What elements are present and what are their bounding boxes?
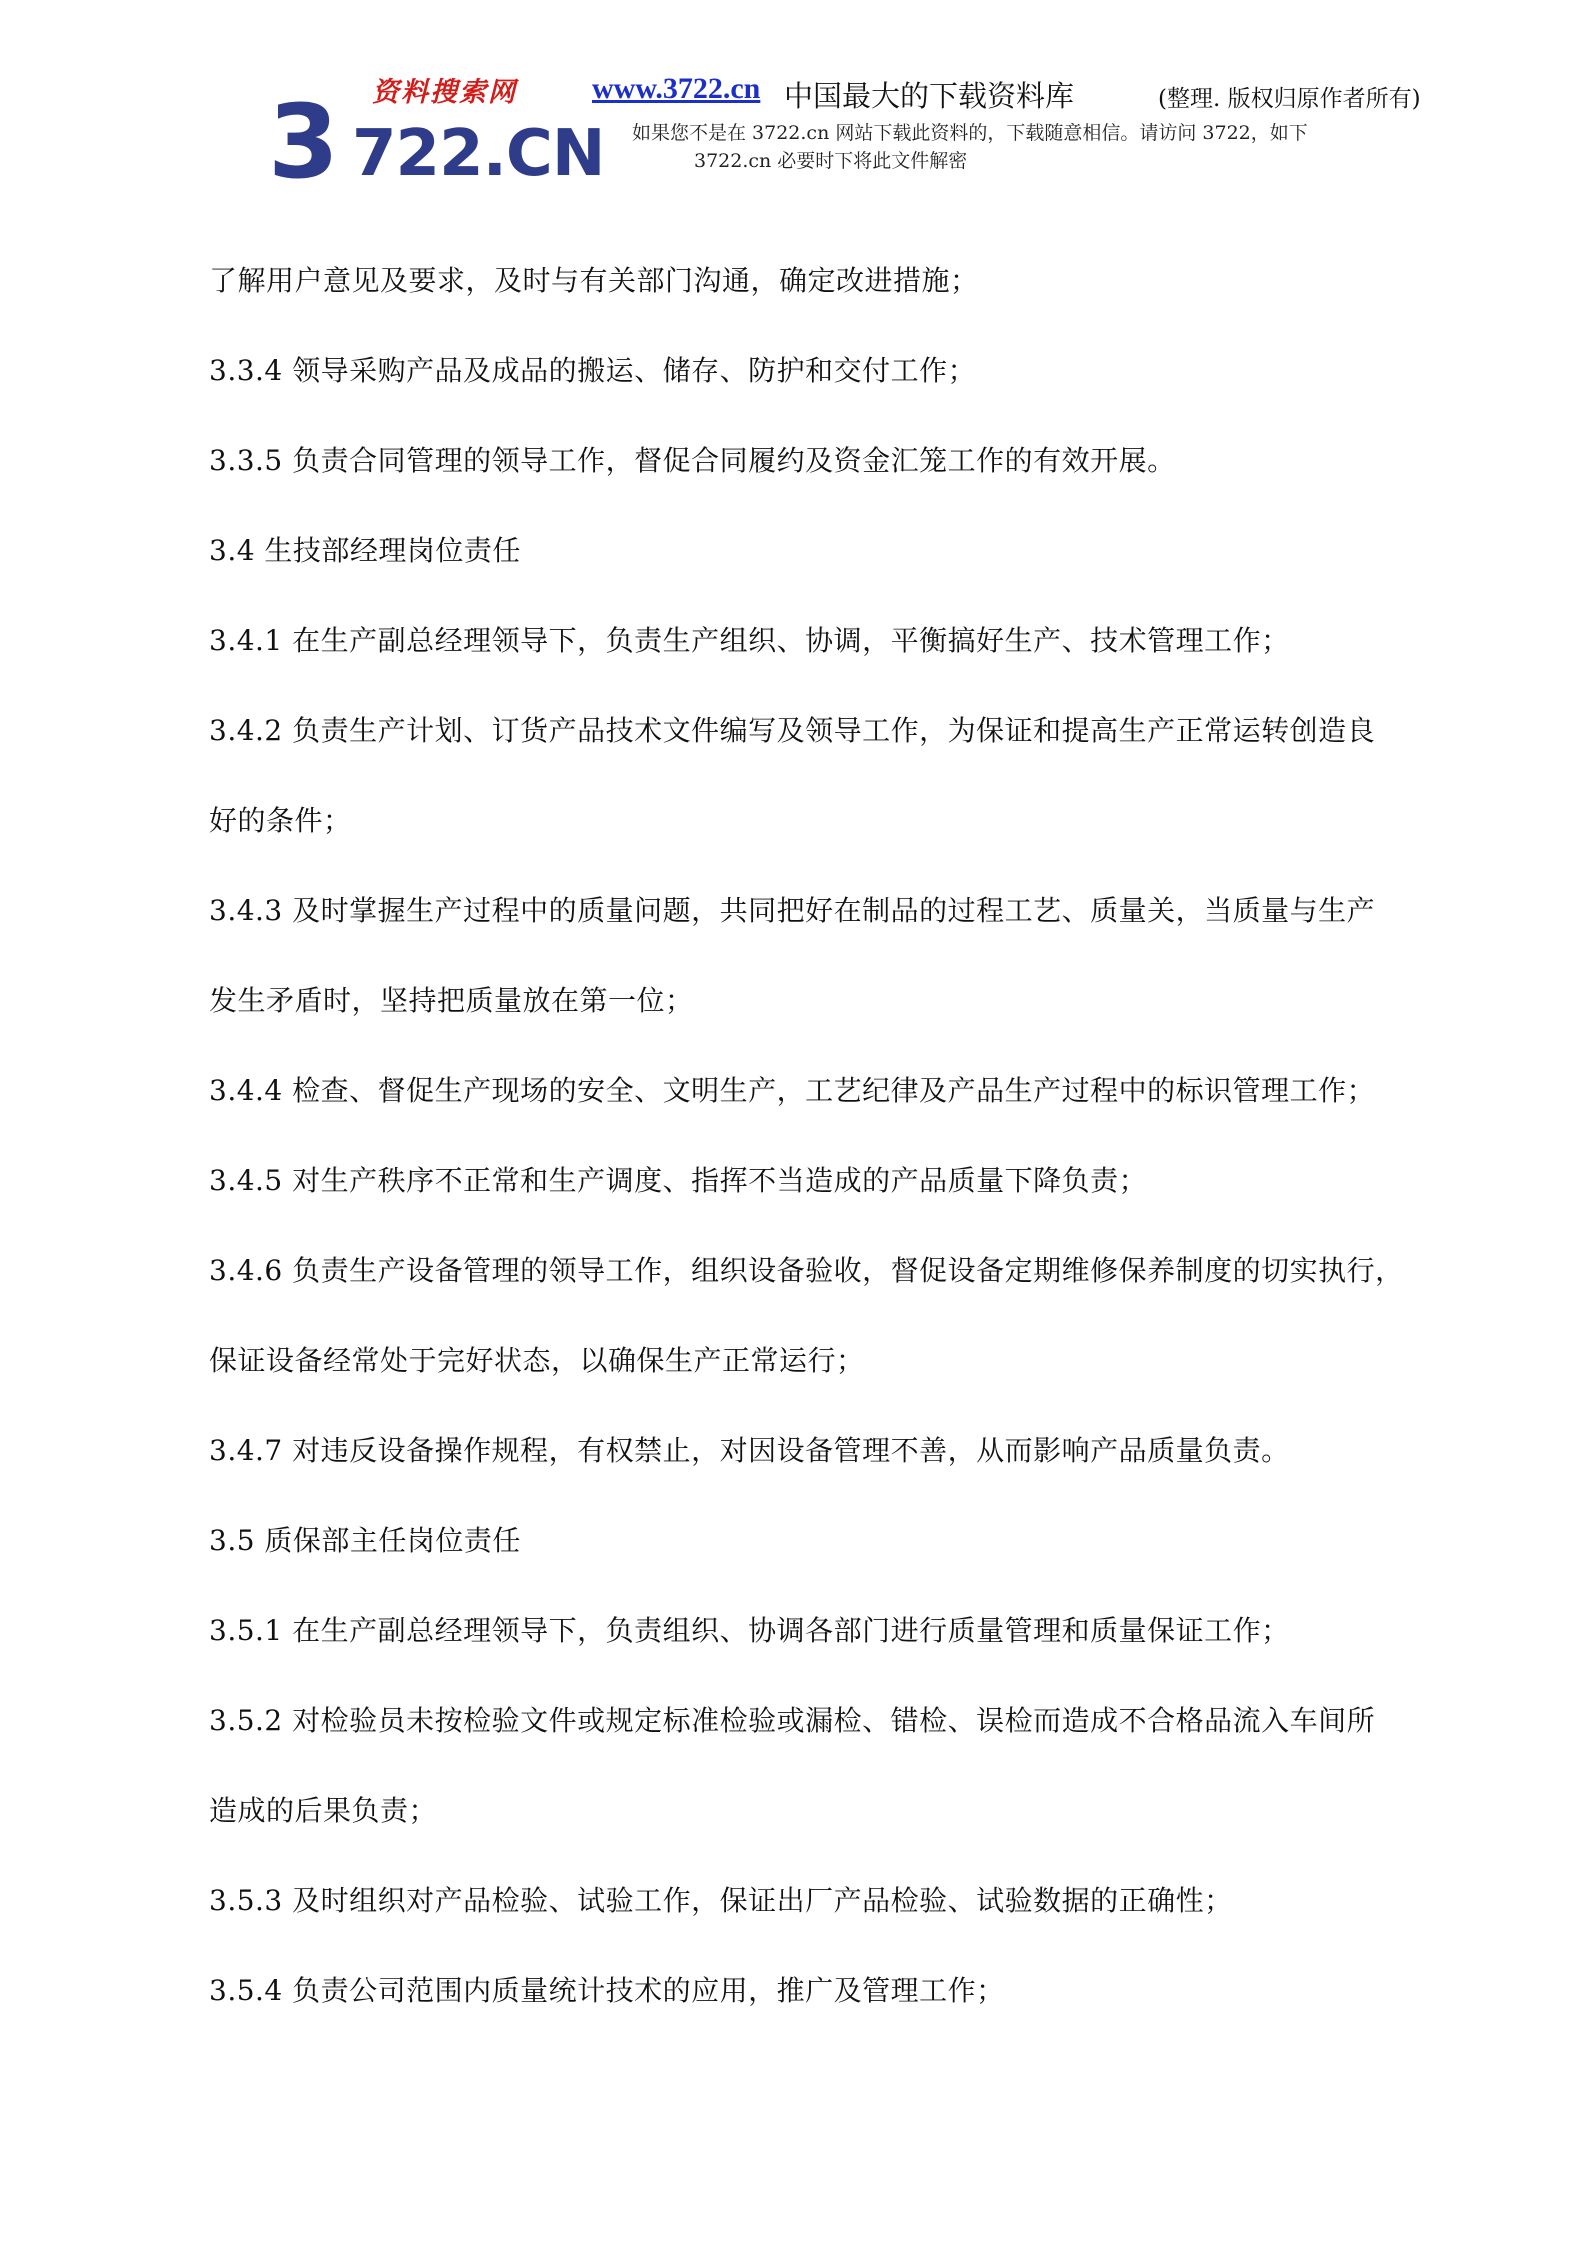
text-line: 3.3.5 负责合同管理的领导工作，督促合同履约及资金汇笼工作的有效开展。	[209, 444, 1176, 477]
copyright-note: (整理. 版权归原作者所有)	[1158, 86, 1421, 112]
text-line: 3.5.2 对检验员未按检验文件或规定标准检验或漏检、错检、误检而造成不合格品流入车间所	[209, 1704, 1376, 1737]
site-slogan: 中国最大的下载资料库	[784, 79, 1075, 113]
text-line: 3.4.6 负责生产设备管理的领导工作，组织设备验收，督促设备定期维修保养制度的切实执行，	[209, 1254, 1404, 1287]
site-url-link[interactable]: www.3722.cn	[592, 72, 761, 105]
text-line: 保证设备经常处于完好状态，以确保生产正常运行；	[209, 1344, 865, 1377]
text-line: 3.4.2 负责生产计划、订货产品技术文件编写及领导工作，为保证和提高生产正常运转创造良	[209, 714, 1376, 747]
section-heading: 3.5 质保部主任岗位责任	[209, 1524, 521, 1557]
text-line: 3.4.1 在生产副总经理领导下，负责生产组织、协调，平衡搞好生产、技术管理工作；	[209, 624, 1290, 657]
text-line: 3.5.3 及时组织对产品检验、试验工作，保证出厂产品检验、试验数据的正确性；	[209, 1884, 1233, 1917]
logo-domain-text: 722.CN	[352, 117, 605, 191]
text-line: 3.3.4 领导采购产品及成品的搬运、储存、防护和交付工作；	[209, 354, 977, 387]
text-line: 3.4.5 对生产秩序不正常和生产调度、指挥不当造成的产品质量下降负责；	[209, 1164, 1148, 1197]
text-line: 3.5.4 负责公司范围内质量统计技术的应用，推广及管理工作；	[209, 1974, 1005, 2007]
text-line: 了解用户意见及要求，及时与有关部门沟通，确定改进措施；	[209, 264, 979, 297]
download-notice-line-1: 如果您不是在 3722.cn 网站下载此资料的，下载随意相信。请访问 3722，如下	[632, 122, 1308, 144]
text-line: 造成的后果负责；	[209, 1794, 438, 1827]
text-line: 3.4.3 及时掌握生产过程中的质量问题，共同把好在制品的过程工艺、质量关，当质量与生产	[209, 894, 1376, 927]
logo-cn-text: 资料搜索网	[372, 77, 517, 108]
text-line: 3.5.1 在生产副总经理领导下，负责组织、协调各部门进行质量管理和质量保证工作；	[209, 1614, 1290, 1647]
text-line: 3.4.4 检查、督促生产现场的安全、文明生产，工艺纪律及产品生产过程中的标识管理工作；	[209, 1074, 1376, 1107]
text-line: 发生矛盾时，坚持把质量放在第一位；	[209, 984, 694, 1017]
logo-number: 3	[268, 83, 335, 202]
download-notice-line-2: 3722.cn 必要时下将此文件解密	[694, 150, 968, 172]
document-body	[209, 236, 1509, 2036]
text-line: 好的条件；	[209, 804, 352, 837]
section-heading: 3.4 生技部经理岗位责任	[209, 534, 521, 567]
site-logo[interactable]	[268, 70, 605, 202]
text-line: 3.4.7 对违反设备操作规程，有权禁止，对因设备管理不善，从而影响产品质量负责。	[209, 1434, 1290, 1467]
header-banner	[268, 62, 1468, 202]
